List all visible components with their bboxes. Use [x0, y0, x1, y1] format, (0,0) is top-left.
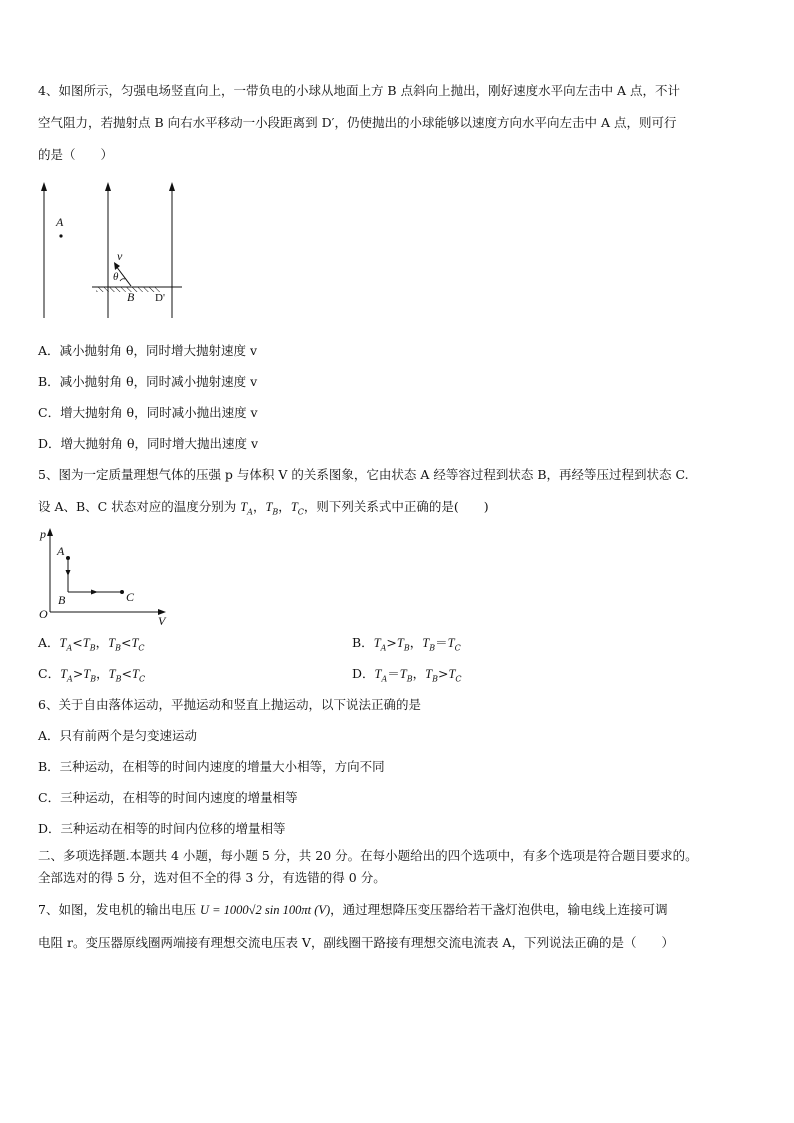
angle-arc	[120, 279, 125, 281]
section-2-header-line-1: 二、多项选择题.本题共 4 小题，每小题 5 分，共 20 分。在每小题给出的四个选项中，有多个选项是符合题目要求的。	[38, 848, 698, 863]
q4-option-d: D．增大抛射角 θ，同时增大抛出速度 v	[38, 436, 259, 451]
q5-option-b: B．$T_A>T_B$，$T_B=T_C$	[352, 635, 461, 653]
process-A-to-B	[66, 560, 71, 592]
label-O: O	[39, 607, 48, 621]
label-D: D'	[155, 292, 165, 304]
q5-stem-line-2: 设 A、B、C 状态对应的温度分别为 $T_A$，$T_B$，$T_C$，则下列关系式中正确的是( )	[38, 499, 489, 517]
point-A	[59, 234, 62, 237]
q4-figure	[36, 180, 196, 320]
state-A	[66, 556, 70, 560]
label-A: A	[56, 215, 64, 229]
label-theta: θ	[113, 271, 119, 283]
p-axis	[47, 528, 53, 612]
q7-stem-line-2: 电阻 r。变压器原线圈两端接有理想交流电压表 V，副线圈干路接有理想交流电流表 A，下列说法正确的是（ ）	[38, 935, 674, 950]
q5-pv-graph	[36, 524, 176, 629]
field-line-3	[169, 182, 175, 318]
field-line-2	[105, 182, 111, 318]
process-B-to-C	[68, 590, 122, 595]
label-p: p	[40, 527, 46, 541]
q6-option-b: B．三种运动，在相等的时间内速度的增量大小相等，方向不同	[38, 759, 385, 774]
q6-option-c: C．三种运动，在相等的时间内速度的增量相等	[38, 790, 298, 805]
q5-options-row-1	[38, 634, 764, 658]
q4-option-c: C．增大抛射角 θ，同时减小抛出速度 v	[38, 405, 258, 420]
label-state-C: C	[126, 590, 135, 604]
label-v: v	[117, 249, 123, 263]
q6-option-a: A．只有前两个是匀变速运动	[38, 728, 198, 743]
q5-options-row-2	[38, 665, 764, 689]
q7-stem-line-1: 7、如图，发电机的输出电压 U = 1000√2 sin 100πt (V)，通过理想降压变压器给若干盏灯泡供电，输电线上连接可调	[38, 902, 668, 917]
q4-stem-line-1: 4、如图所示，匀强电场竖直向上，一带负电的小球从地面上方 B 点斜向上抛出，刚好速度水平向左击中 A 点，不计	[38, 83, 681, 98]
q5-stem-line-1: 5、图为一定质量理想气体的压强 p 与体积 V 的关系图象，它由状态 A 经等容过程到状态 B，再经等压过程到状态 C.	[38, 467, 689, 482]
q6-option-d: D．三种运动在相等的时间内位移的增量相等	[38, 821, 286, 836]
label-B: B	[127, 290, 135, 304]
q5-option-a: A．$T_A<T_B$，$T_B<T_C$	[38, 635, 145, 653]
v-axis	[50, 609, 166, 615]
q5-option-d: D．$T_A=T_B$，$T_B>T_C$	[352, 666, 462, 684]
label-state-A: A	[57, 544, 65, 558]
section-2-header-line-2: 全部选对的得 5 分，选对但不全的得 3 分，有选错的得 0 分。	[38, 870, 386, 885]
q5-option-c: C．$T_A>T_B$，$T_B<T_C$	[38, 666, 146, 684]
q4-stem-line-3: 的是（ ）	[38, 147, 114, 162]
q4-option-b: B．减小抛射角 θ，同时减小抛射速度 v	[38, 374, 258, 389]
q4-option-a: A．减小抛射角 θ，同时增大抛射速度 v	[38, 343, 258, 358]
q4-stem-line-2: 空气阻力，若抛射点 B 向右水平移动一小段距离到 D′，仍使抛出的小球能够以速度方向水平向左击中 A 点，则可行	[38, 115, 677, 130]
q7-voltage-formula: U = 1000√2 sin 100πt (V)	[199, 903, 331, 917]
state-C	[120, 590, 124, 594]
label-V: V	[158, 614, 166, 628]
label-state-B: B	[58, 593, 66, 607]
field-line-1	[41, 182, 47, 318]
q6-stem: 6、关于自由落体运动，平抛运动和竖直上抛运动，以下说法正确的是	[38, 697, 421, 712]
